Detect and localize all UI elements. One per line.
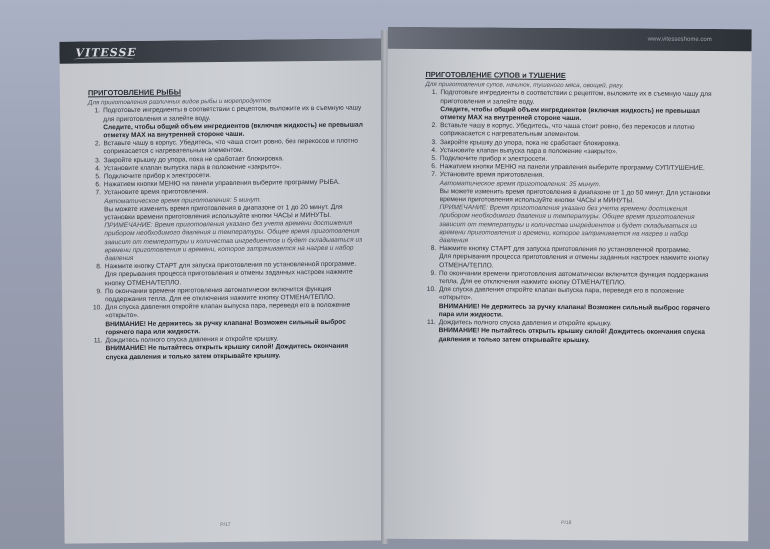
step-text: Автоматическое время приготовления: 5 минут. — [104, 196, 262, 205]
step-item — [425, 122, 713, 140]
step-text: Подготовьте ингредиенты в соответствии с рецептом, выложите их в съемную чашу для приготовления и залейте воду. — [440, 89, 712, 106]
steps-list — [88, 105, 369, 362]
step-number: 10. — [92, 304, 103, 312]
step-text: Установите время приготовления. — [103, 188, 209, 197]
step-text: ВНИМАНИЕ! Не пытайтесь открыть крышку силой! Дождитесь окончания спуска давления и только затем открывайте крышку. — [105, 342, 349, 361]
section-subtitle: Для приготовления супов, начинок, тушеного мяса, овощей, рагу. — [425, 81, 624, 90]
step-number: 2. — [94, 140, 101, 148]
step-number: 8. — [96, 263, 102, 271]
left-page — [59, 38, 386, 543]
step-number — [424, 204, 439, 245]
step-number: 11. — [427, 319, 436, 327]
section-title: ПРИГОТОВЛЕНИЕ РЫБЫ — [87, 87, 182, 98]
step-text: Подготовьте ингредиенты в соответствии с рецептом, выложите их в съемную чашу для приготовления и залейте воду. — [103, 104, 362, 123]
left-page-content — [88, 86, 369, 362]
step-number — [425, 106, 440, 123]
step-text: Дождитесь полного спуска давления и откройте крышку. — [105, 335, 279, 345]
step-text: Для спуска давления откройте клапан выпуска пара, переведя его в положение «открыто». — [438, 286, 685, 302]
step-text: Закройте крышку до упора, пока не сработает блокировка. — [103, 154, 284, 164]
step-number: 7. — [431, 171, 437, 179]
step-text: Следите, чтобы общий объем ингредиентов (включая жидкость) не превышал отметку MAX на внутренней стороне чаши. — [103, 121, 363, 140]
step-text: ПРИМЕЧАНИЕ: Время приготовления указано без учета времени достижения прибором необходимого давления и температуры. Общее время приготовления зависит от температуры и количества ингредиентов и будет складываться из времени приготовления и времени, которое затрачивается на нагрев и набор давления — [439, 204, 698, 245]
step-text: ВНИМАНИЕ! Не держитесь за ручку клапана! Возможен сильный выброс горячего пара или жидкости. — [105, 318, 346, 337]
step-number: 9. — [430, 269, 437, 277]
step-text: Нажатием кнопки МЕНЮ на панели управления выберите программу СУП/ТУШЕНИЕ. — [439, 163, 705, 173]
step-text: Нажмите кнопку СТАРТ для запуска приготовления по установленной программе. — [104, 260, 357, 271]
step-text: Вставьте чашу в корпус. Убедитесь, что чаша стоит ровно, без перекосов и плотно соприкасается с нагревательным элементом. — [440, 122, 695, 139]
step-text: Вы можете изменить время приготовления в диапазоне от 1 до 20 минут. Для установки времени приготовления используйте кнопки ЧАСЫ и МИНУТЫ. — [104, 203, 343, 222]
step-number: 8. — [430, 245, 437, 253]
step-text: Для прерывания процесса приготовления и отмены заданных настроек нажмите кнопку ОТМЕНА/ТЕПЛО. — [104, 269, 353, 287]
step-number — [90, 321, 105, 338]
step-number — [424, 327, 439, 344]
step-item — [424, 327, 712, 345]
step-text: Вставьте чашу в корпус. Убедитесь, что чаша стоит ровно, без перекосов и плотно соприкасается с нагревательным элементом. — [103, 137, 358, 156]
step-text: Для прерывания процесса приготовления и отмены заданных настроек нажмите кнопку ОТМЕНА/ТЕПЛО. — [439, 253, 709, 270]
step-item — [424, 253, 712, 271]
header-band — [59, 38, 381, 63]
step-text: Нажатием кнопки МЕНЮ на панели управления выберите программу РЫБА. — [103, 179, 340, 189]
step-number: 11. — [93, 337, 103, 345]
step-number: 3. — [431, 138, 438, 146]
step-number: 5. — [95, 173, 101, 181]
steps-list — [424, 89, 714, 345]
step-text: По окончании времени приготовления автоматически включится функция поддержания тепла. Для ее отключения нажмите кнопку ОТМЕНА/ТЕПЛО. — [438, 269, 709, 287]
step-text: ВНИМАНИЕ! Не держитесь за ручку клапана! Возможен сильный выброс горячего пара или жидкости. — [438, 302, 710, 319]
page-number: P/17 — [220, 521, 231, 529]
step-text: Нажмите кнопку СТАРТ для запуска приготовления по установленной программе. — [439, 245, 691, 255]
step-text: Установите клапан выпуска пара в положение «закрыто». — [103, 163, 282, 173]
step-number — [90, 272, 105, 289]
step-text: Дождитесь полного спуска давления и откройте крышку. — [438, 319, 612, 328]
step-number — [89, 206, 104, 223]
step-text: ВНИМАНИЕ! Не пытайтесь открыть крышку силой! Дождитесь окончания спуска давления и только затем открывайте крышку. — [438, 327, 705, 344]
step-number: 4. — [95, 165, 101, 173]
step-number: 6. — [431, 163, 437, 171]
step-number: 2. — [431, 122, 438, 130]
page-number: P/18 — [561, 519, 572, 527]
right-page-content — [424, 71, 714, 346]
step-number — [425, 188, 440, 205]
logo-swoosh-icon — [74, 57, 134, 62]
header-band — [388, 27, 752, 52]
step-text: Установите время приготовления. — [439, 171, 545, 180]
step-number — [88, 124, 103, 141]
step-number — [89, 222, 104, 263]
step-text: Закройте крышку до упора, пока не сработает блокировка. — [439, 138, 621, 147]
step-number: 1. — [94, 107, 101, 115]
step-text: Подключите прибор к электросети. — [103, 172, 212, 181]
step-number: 7. — [95, 189, 102, 197]
step-item — [91, 343, 369, 362]
step-number — [425, 180, 440, 188]
step-number: 1. — [431, 89, 438, 97]
website-url: www.vitesseshome.com — [647, 36, 712, 43]
step-number — [424, 303, 439, 320]
step-item — [425, 89, 713, 107]
step-text: Вы можете изменить время приготовления в диапазоне от 1 до 50 минут. Для установки времени приготовления используйте кнопки ЧАСЫ и МИНУТЫ. — [439, 187, 711, 205]
step-number: 3. — [95, 156, 101, 164]
step-number — [91, 346, 106, 363]
step-text: Подключите прибор к электросети. — [439, 155, 548, 163]
step-text: ПРИМЕЧАНИЕ: Время приготовления указано без учета времени достижения прибором необходимого давления и температуры. Общее время приготовления зависит от температуры и количества ингредиентов и будет складываться из времени приготовления и времени, которое затрачивается на нагрев и набор давления — [104, 219, 363, 263]
step-number: 9. — [96, 288, 103, 296]
step-number: 10. — [426, 286, 436, 294]
step-text: Для спуска давления откройте клапан выпуска пара, переведя его в положение «открыто». — [105, 301, 351, 320]
step-text: Автоматическое время приготовления: 35 минут. — [439, 179, 601, 188]
step-number — [89, 198, 104, 206]
step-item — [424, 286, 712, 304]
right-page — [384, 27, 752, 542]
step-text: По окончании времени приготовления автоматически включится функция поддержания тепла. Для ее отключения нажмите кнопку ОТМЕНА/ТЕПЛО. — [104, 285, 335, 304]
step-item — [89, 220, 367, 264]
section-title: ПРИГОТОВЛЕНИЕ СУПОВ и ТУШЕНИЕ — [425, 69, 566, 80]
step-number — [424, 253, 439, 270]
step-number: 6. — [95, 181, 101, 189]
brand-logo: VITESSE — [75, 45, 137, 60]
step-number: 4. — [431, 146, 437, 154]
step-text: Следите, чтобы общий объем ингредиентов (включая жидкость) не превышал отметку MAX на внутренней стороне чаши. — [440, 105, 700, 123]
step-item — [424, 204, 712, 247]
step-number: 5. — [431, 155, 437, 163]
step-text: Установите клапан выпуска пара в положение «закрыто». — [439, 146, 618, 156]
section-subtitle: Для приготовления различных видов рыбы и морепродуктов — [87, 97, 271, 107]
